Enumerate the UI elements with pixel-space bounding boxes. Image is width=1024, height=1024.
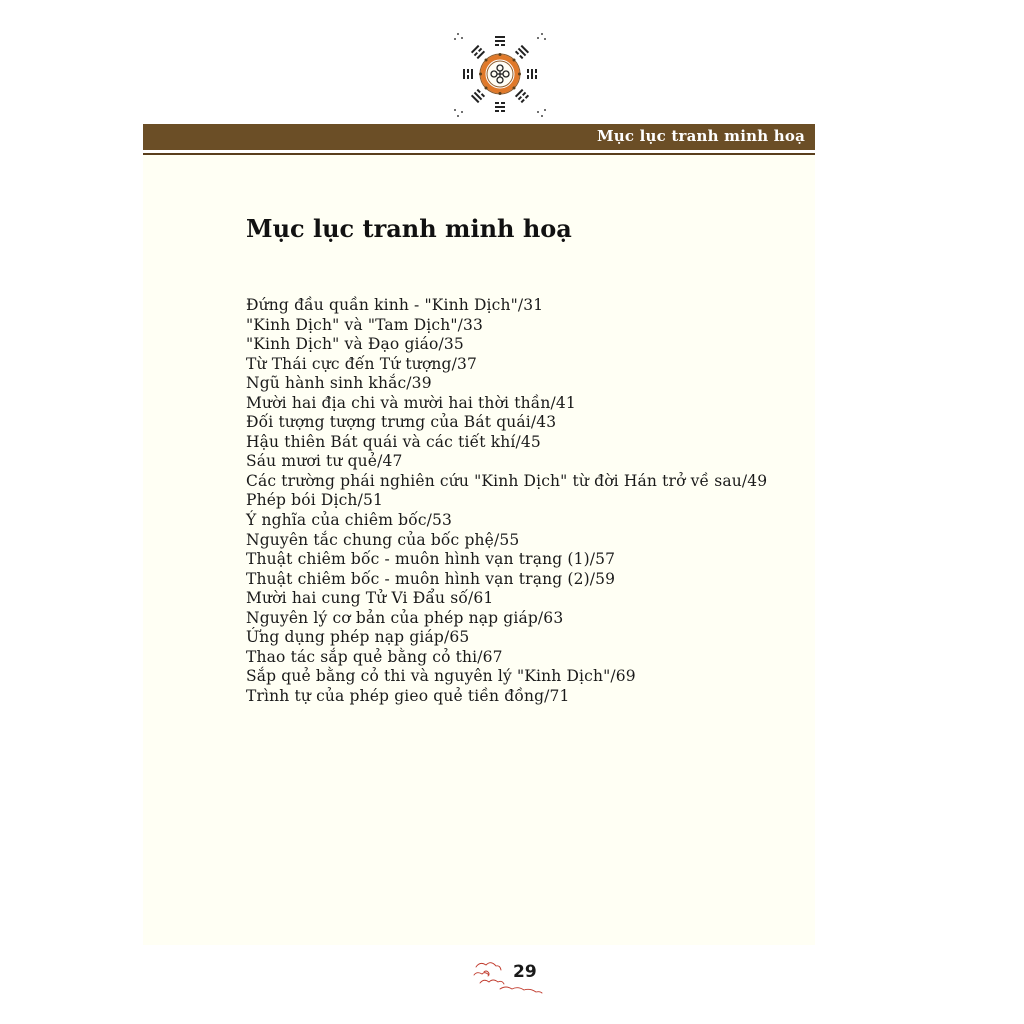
illustration-list (246, 296, 767, 706)
list-item: Đối tượng tượng trưng của Bát quái/43 (246, 413, 557, 432)
page-title: Mục lục tranh minh hoạ (246, 214, 572, 243)
list-item: "Kinh Dịch" và "Tam Dịch"/33 (246, 315, 484, 334)
list-item: Thuật chiêm bốc - muôn hình vạn trạng (2)/59 (246, 569, 616, 588)
list-item: "Kinh Dịch" và Đạo giáo/35 (246, 335, 464, 354)
list-item: Thao tác sắp quẻ bằng cỏ thi/67 (246, 647, 503, 666)
list-item: Sáu mươi tư quẻ/47 (246, 452, 403, 471)
list-item: Thuật chiêm bốc - muôn hình vạn trạng (1)/57 (246, 550, 616, 569)
cloud-ornament-icon (470, 955, 550, 995)
header-divider (143, 153, 815, 155)
page-footer (470, 955, 550, 995)
list-item: Nguyên lý cơ bản của phép nạp giáp/63 (246, 608, 564, 627)
running-header-title: Mục lục tranh minh hoạ (596, 127, 805, 145)
list-item: Ngũ hành sinh khắc/39 (246, 374, 432, 393)
list-item: Phép bói Dịch/51 (246, 491, 383, 510)
list-item: Ý nghĩa của chiêm bốc/53 (246, 511, 453, 530)
list-item: Sắp quẻ bằng cỏ thi và nguyên lý "Kinh Dịch"/69 (246, 667, 636, 686)
bagua-trigram-emblem-icon (452, 30, 548, 122)
list-item: Ứng dụng phép nạp giáp/65 (246, 628, 470, 647)
list-item: Nguyên tắc chung của bốc phệ/55 (246, 530, 520, 549)
running-header-bar (143, 124, 815, 150)
list-item: Mười hai địa chi và mười hai thời thần/41 (246, 393, 576, 412)
list-item: Hậu thiên Bát quái và các tiết khí/45 (246, 432, 541, 451)
list-item: Mười hai cung Tử Vi Đẩu số/61 (246, 589, 494, 608)
list-item: Trình tự của phép gieo quẻ tiền đồng/71 (246, 686, 570, 705)
list-item: Từ Thái cực đến Tứ tượng/37 (246, 354, 478, 373)
list-item: Các trường phái nghiên cứu "Kinh Dịch" từ đời Hán trở về sau/49 (246, 471, 768, 490)
page-number: 29 (513, 962, 537, 982)
list-item: Đứng đầu quần kinh - "Kinh Dịch"/31 (246, 296, 544, 314)
